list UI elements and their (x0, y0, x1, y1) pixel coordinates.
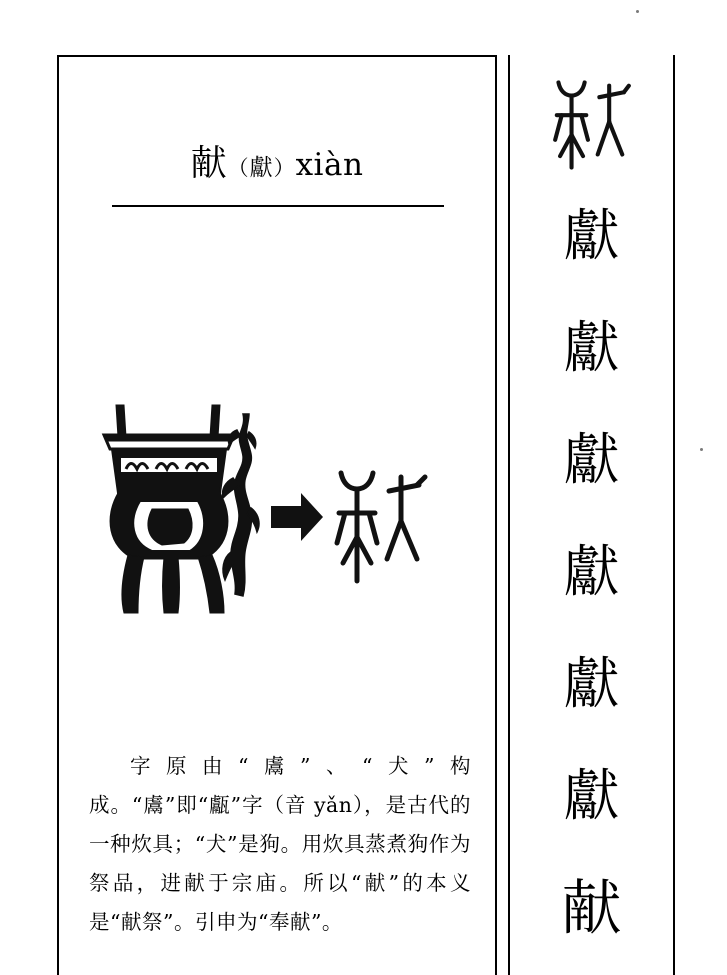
script-evolution-column (510, 55, 673, 975)
script-item-oracle-bone-script (510, 69, 673, 181)
script-item-seal-script-2 (510, 517, 673, 629)
bronze-script-1-glyph: 獻 (563, 204, 620, 269)
headword-traditional: 獻 (249, 155, 274, 181)
simplified-script-glyph: 献 (561, 874, 622, 944)
paren-open: （ (227, 156, 250, 180)
script-item-seal-script-1 (510, 405, 673, 517)
main-entry-panel (57, 55, 497, 975)
seal-script-2-glyph: 獻 (563, 540, 620, 605)
script-item-simplified-script (510, 853, 673, 965)
script-item-clerical-script (510, 629, 673, 741)
script-item-bronze-script-1 (510, 181, 673, 293)
headword-pinyin: xiàn (295, 147, 364, 183)
explanation-paragraph: 字原由“鬳”、“犬”构成。“鬳”即“甗”字（音 yǎn），是古代的一种炊具；“犬”是狗。用炊具蒸煮狗作为祭品，进献于宗庙。所以“献”的本义是“献祭”。引申为“奉献”。 (89, 754, 471, 934)
script-item-bronze-script-2 (510, 293, 673, 405)
oracle-bone-script-icon (547, 75, 637, 175)
paper-speck (700, 448, 703, 451)
script-item-regular-script (510, 741, 673, 853)
paren-close: ） (273, 156, 296, 180)
paper-speck (636, 10, 639, 13)
regular-script-glyph: 獻 (563, 764, 620, 829)
title-divider (112, 205, 444, 207)
clerical-script-glyph: 獻 (563, 652, 620, 717)
oracle-bone-glyph-xian-icon (327, 467, 437, 587)
headword-simplified: 献 (190, 143, 228, 184)
seal-script-1-glyph: 獻 (563, 428, 620, 493)
script-evolution-panel (508, 55, 675, 975)
right-arrow-icon (267, 487, 327, 547)
illustration-group (59, 387, 495, 687)
page-title (59, 135, 495, 186)
explanation-text (89, 747, 471, 942)
bronze-script-2-glyph: 獻 (563, 316, 620, 381)
